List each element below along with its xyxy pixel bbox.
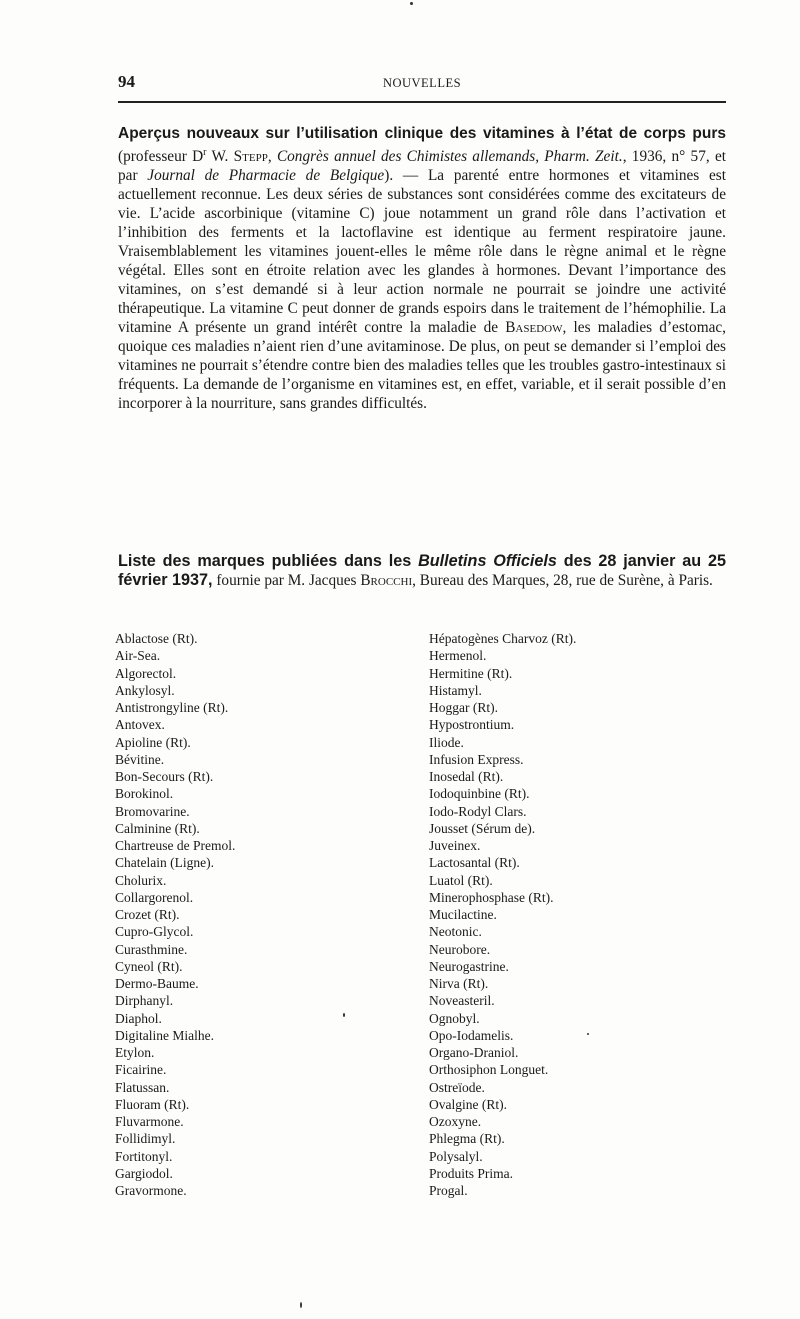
brand-list-item: Antistrongyline (Rt). xyxy=(115,700,229,715)
brand-list-item: Minerophosphase (Rt). xyxy=(429,889,554,905)
print-speck xyxy=(410,2,413,5)
brand-list-item: Histamyl. xyxy=(429,682,482,698)
brand-list-item: Cyneol (Rt). xyxy=(115,958,183,974)
brand-list-item: Mucilactine. xyxy=(429,907,497,922)
brand-list-item: Fluvarmone. xyxy=(115,1114,184,1129)
brand-list-item: Digitaline Mialhe. xyxy=(115,1027,214,1043)
brand-list-item: Neurobore. xyxy=(429,941,491,957)
brand-list-item: Neotonic. xyxy=(429,924,482,940)
brand-list-item: Fluoram (Rt). xyxy=(115,1096,190,1112)
brand-list-item: Noveasteril. xyxy=(429,993,495,1009)
brand-list-item: Organo-Draniol. xyxy=(429,1045,519,1060)
brand-list-item: Curasthmine. xyxy=(115,941,188,957)
citation-source-2: Journal de Pharmacie de Belgique xyxy=(147,167,385,185)
article-marques-name: Brocchi xyxy=(360,572,413,589)
brand-list-item: Bromovarine. xyxy=(115,803,190,819)
brand-list-right xyxy=(429,630,729,1199)
article-marques-title-1: Liste des marques publiées dans les xyxy=(118,552,419,570)
brand-list-item: Polysalyl. xyxy=(429,1148,483,1164)
brand-list-item: Orthosiphon Longuet. xyxy=(429,1062,549,1078)
brand-list-item: Chartreuse de Premol. xyxy=(115,838,236,853)
brand-list-item: Lactosantal (Rt). xyxy=(429,855,520,871)
article-vitamines-name: Basedow xyxy=(505,319,563,337)
brand-list-item: Borokinol. xyxy=(115,786,174,802)
brand-list-item: Dermo-Baume. xyxy=(115,976,199,991)
brand-list-item: Inosedal (Rt). xyxy=(429,769,504,784)
article-marques-title-italic: Bulletins Officiels xyxy=(418,552,557,570)
print-speck xyxy=(587,1033,589,1035)
brand-list-item: Hoggar (Rt). xyxy=(429,700,498,715)
print-speck xyxy=(343,1013,345,1017)
brand-list-item: Ozoxyne. xyxy=(429,1114,482,1129)
brand-list-item: Ankylosyl. xyxy=(115,682,175,698)
citation-close: ). xyxy=(384,167,394,185)
brand-list-item: Etylon. xyxy=(115,1045,155,1060)
brand-list-item: Neurogastrine. xyxy=(429,958,509,974)
brand-list-item: Phlegma (Rt). xyxy=(429,1131,505,1147)
page-header xyxy=(118,72,726,94)
article-vitamines-title: Aperçus nouveaux sur l’utilisation clinique des vitamines à l’état de corps purs xyxy=(118,125,726,142)
header-rule xyxy=(118,101,726,103)
brand-list-item: Follidimyl. xyxy=(115,1131,176,1147)
brand-list-left xyxy=(115,630,415,1199)
brand-list-item: Hermitine (Rt). xyxy=(429,665,513,681)
citation-sep: , xyxy=(267,148,277,166)
brand-list-item: Cholurix. xyxy=(115,872,167,888)
brand-list-item: Nirva (Rt). xyxy=(429,976,489,991)
brand-list-item: Iodoquinbine (Rt). xyxy=(429,786,530,802)
brand-list-item: Gravormone. xyxy=(115,1183,187,1198)
brand-list-item: Gargiodol. xyxy=(115,1165,173,1181)
brand-list-item: Produits Prima. xyxy=(429,1165,514,1181)
article-vitamines xyxy=(118,124,726,413)
print-speck xyxy=(300,1302,302,1308)
citation-open: (professeur D xyxy=(118,148,204,166)
brand-list-item: Collargorenol. xyxy=(115,889,194,905)
brand-list-item: Bon-Secours (Rt). xyxy=(115,769,214,784)
brand-list-item: Calminine (Rt). xyxy=(115,820,200,836)
brand-list-item: Jousset (Sérum de). xyxy=(429,820,536,836)
brand-list-item: Hermenol. xyxy=(429,648,487,664)
citation-initial: W. xyxy=(206,148,234,166)
article-vitamines-body-2: , les maladies d’estomac, quoique ces maladies n’aient rien d’une avitaminose. De plus, on peut se demander si l’emploi des vitamines ne pourrait s’étendre contre bien des maladies telles que les troubles gastro-intestinaux si fréquents. La demande de l’organisme en vitamines est, en effet, variable, et il serait possible d’en incorporer à la nourriture, sans grandes difficultés. xyxy=(118,319,726,413)
brand-list-item: Ablactose (Rt). xyxy=(115,631,198,646)
brand-list-item: Air-Sea. xyxy=(115,648,161,664)
brand-list-item: Opo-Iodamelis. xyxy=(429,1027,514,1043)
citation-sup: r xyxy=(203,147,207,158)
brand-list-item: Juveinex. xyxy=(429,838,481,853)
brand-list-item: Flatussan. xyxy=(115,1079,170,1095)
article-marques-body-1: fournie par M. Jacques xyxy=(212,572,361,589)
running-title: NOUVELLES xyxy=(382,76,462,90)
citation-details: , 1936, n° 57, et par xyxy=(118,148,727,185)
brand-list-item: Antovex. xyxy=(115,717,165,733)
brand-list-item: Hypostrontium. xyxy=(429,717,515,733)
brand-list-item: Cupro-Glycol. xyxy=(115,924,194,940)
brand-list-item: Ovalgine (Rt). xyxy=(429,1096,507,1112)
article-vitamines-body-1: — La parenté entre hormones et vitamines est actuellement reconnue. Les deux séries de substances sont considérées comme des excitateurs de vie. L’acide ascorbinique (vitamine C) joue notamment un grand rôle dans l’activation et l’inhibition des ferments et la lactoflavine est identique au ferment respiratoire jaune. Vraisemblablement les vitamines jouent-elles le même rôle dans le règne animal et le règne végétal. Elles sont en étroite relation avec les glandes à hormones. Devant l’importance des vitamines, on s’est demandé si à leur action normale ne pourrait se joindre une activité thérapeutique. La vitamine C peut donner de grands espoirs dans le traitement de l’hémophilie. La vitamine A présente un grand intérêt contre la maladie de xyxy=(118,167,726,337)
article-marques-title-2: des 28 janvier au 25 février 1937, xyxy=(118,552,726,589)
brand-list-item: Fortitonyl. xyxy=(115,1148,173,1164)
brand-list-item: Chatelain (Ligne). xyxy=(115,855,214,871)
brand-list-item: Ostreïode. xyxy=(429,1079,485,1095)
brand-list-item: Dirphanyl. xyxy=(115,993,174,1009)
brand-list-item: Ognobyl. xyxy=(429,1010,480,1026)
brand-list-item: Iodo-Rodyl Clars. xyxy=(429,803,527,819)
brand-list-item: Bévitine. xyxy=(115,751,165,767)
citation-author: Stepp xyxy=(233,148,268,166)
brand-list-item: Apioline (Rt). xyxy=(115,734,191,750)
brand-list-item: Luatol (Rt). xyxy=(429,872,493,888)
page-number: 94 xyxy=(118,72,135,91)
brand-list-item: Ficairine. xyxy=(115,1062,167,1078)
brand-list-item: Infusion Express. xyxy=(429,751,524,767)
citation-source-1: Congrès annuel des Chimistes allemands, Pharm. Zeit. xyxy=(276,148,623,166)
article-marques xyxy=(118,552,726,590)
brand-list-item: Algorectol. xyxy=(115,665,177,681)
brand-list-item: Hépatogènes Charvoz (Rt). xyxy=(429,631,577,646)
brand-list-item: Iliode. xyxy=(429,734,464,750)
brand-list-item: Diaphol. xyxy=(115,1010,162,1026)
brand-list-item: Progal. xyxy=(429,1183,468,1198)
article-marques-body-2: , Bureau des Marques, 28, rue de Surène, à Paris. xyxy=(412,572,713,589)
brand-list-item: Crozet (Rt). xyxy=(115,907,180,922)
